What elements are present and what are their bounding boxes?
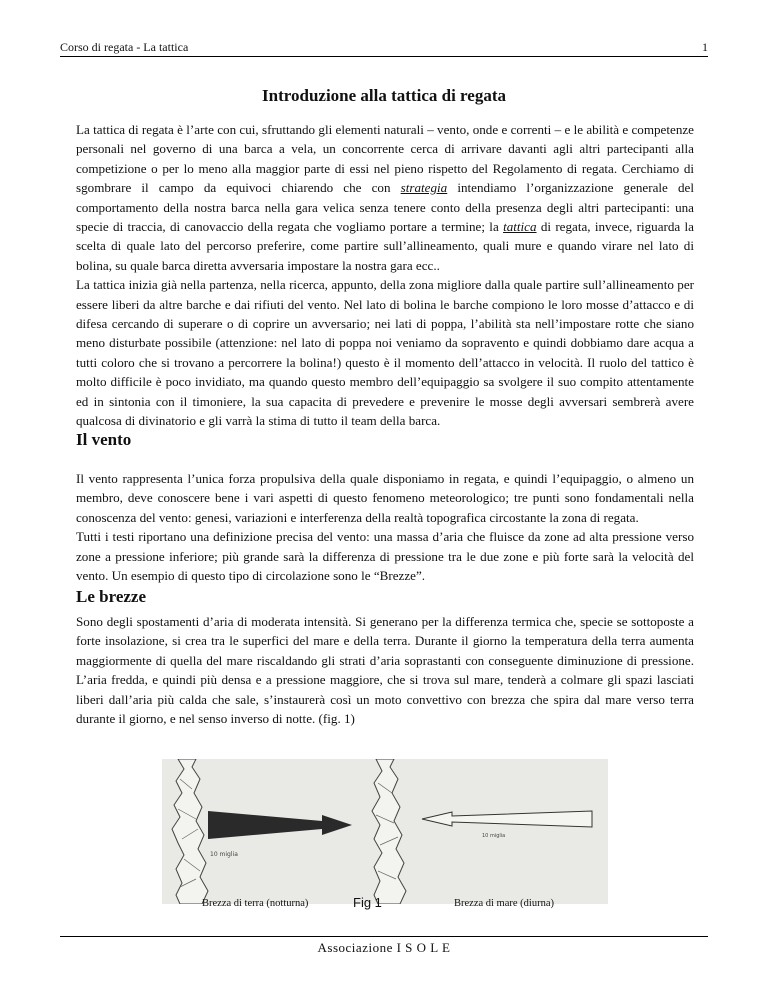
vento-paragraph-2: Tutti i testi riportano una definizione precisa del vento: una massa d’aria che fluisce da zone ad alta pressione verso zone a pressione inferiore; più grande sarà la differenza di pressione tra le due zone e più forte sarà la velocità del vento. Un esempio di questo tipo di circolazione sono le “Brezze”. (76, 529, 694, 584)
sea-breeze-arrow (422, 811, 592, 827)
page-footer: Associazione I S O L E (317, 940, 451, 955)
intro-section (76, 120, 694, 431)
vento-paragraph-1: Il vento rappresenta l’unica forza propulsiva della quale disponiamo in regata, e quindi l’equipaggio, o almeno un membro, deve conoscere bene i vari aspetti di questo fenomeno meteorologico; tre punti sono fondamentali nella conoscenza del vento: genesi, variazioni e interferenza della realtà topografica circostante la zona di regata. (76, 471, 694, 525)
term-tattica: tattica (503, 219, 537, 235)
header-title: Corso di regata - La tattica (60, 40, 189, 54)
brezze-paragraph-1: Sono degli spostamenti d’aria di moderata intensità. Si generano per la differenza termica che, specie se sottoposte a forte insolazione, si crea tra le superfici del mare e della terra. Durante il giorno la temperatura della terra aumenta maggiormente di quella del mare riscaldando gli strati d’aria soprastanti con conseguente diminuzione di pressione. L’aria fredda, e quindi più densa e a pressione maggiore, che si trova sul mare, tenderà a colmare gli spazi lasciati liberi dall’aria più calda che sale, s’instaurerà così un moto convettivo con brezza che spira dal mare verso terra durante il giorno, e nel senso inverso di notte. (fig. 1) (76, 614, 694, 727)
document-title: Introduzione alla tattica di regata (262, 86, 506, 105)
intro-paragraph-2: La tattica inizia già nella partenza, nella ricerca, appunto, della zona migliore dalla quale partire sull’allineamento per essere liberi da altre barche e dai rifiuti del vento. Nel lato di bolina le barche compiono le loro mosse d’attacco e di difesa cercando di superare o di coprire un avversario; nei lati di poppa, l’abilità sta nell’impostare rotte che siano meno disturbate possibile (attenzione: nel lato di poppa noi veniamo da sopravento e quindi dobbiamo dare acqua a tutti coloro che si trovano a percorrere la bolina!) questo è il momento dell’attacco in velocità. Il ruolo del tattico è molto difficile è poco invidiato, ma quando questo membro dell’equipaggio sa svolgere il suo compito attentamente ed in sintonia con il timoniere, la sua capacita di prevedere e prevenire le mosse degli avversari sembrerà avere qualcosa di divinatorio e gli varrà la stima di tutto il team della barca. (76, 277, 694, 429)
figure-illustration (162, 759, 608, 904)
brezze-section (76, 612, 694, 728)
vento-section (76, 469, 694, 585)
heading-il-vento: Il vento (76, 430, 132, 449)
caption-land-breeze: Brezza di terra (notturna) (202, 898, 309, 909)
page-number: 1 (702, 40, 708, 54)
land-breeze-distance-label: 10 miglia (210, 851, 238, 858)
figure-brezze-diagram (162, 759, 608, 904)
page-header (60, 38, 708, 57)
sea-breeze-distance-label: 10 miglia (482, 833, 506, 839)
land-breeze-arrow (208, 811, 352, 839)
footer-divider (60, 936, 708, 937)
right-coastline (372, 759, 406, 904)
term-strategia: strategia (400, 180, 448, 196)
caption-sea-breeze: Brezza di mare (diurna) (454, 898, 554, 909)
heading-le-brezze: Le brezze (76, 587, 147, 606)
intro-paragraph-1: La tattica di regata è l’arte con cui, sfruttando gli elementi naturali – vento, onde e correnti – e le abilità e competenze personali nel governo di una barca a vela, un concorrente cerca di arrivare davanti agli altri partecipanti alla competizione o per lo meno alla maggior parte di essi nel pieno rispetto del Regolamento di regata. Cerchiamo di sgombrare il campo da equivoci chiarendo che con strategia intendiamo l’organizzazione generale del comportamento della nostra barca nella gara velica senza tenere conto della presenza degli altri partecipanti: una specie di traccia, di canovaccio della regata che vogliamo portare a termine; la tattica di regata, invece, riguarda la scelta di quale lato del percorso preferire, come partire sull’allineamento, quali mure e quando virare nel lato di bolina, su quale barca diretta avversaria impostare la nostra gara ecc.. (76, 122, 694, 273)
figure-number: Fig 1 (353, 895, 382, 910)
